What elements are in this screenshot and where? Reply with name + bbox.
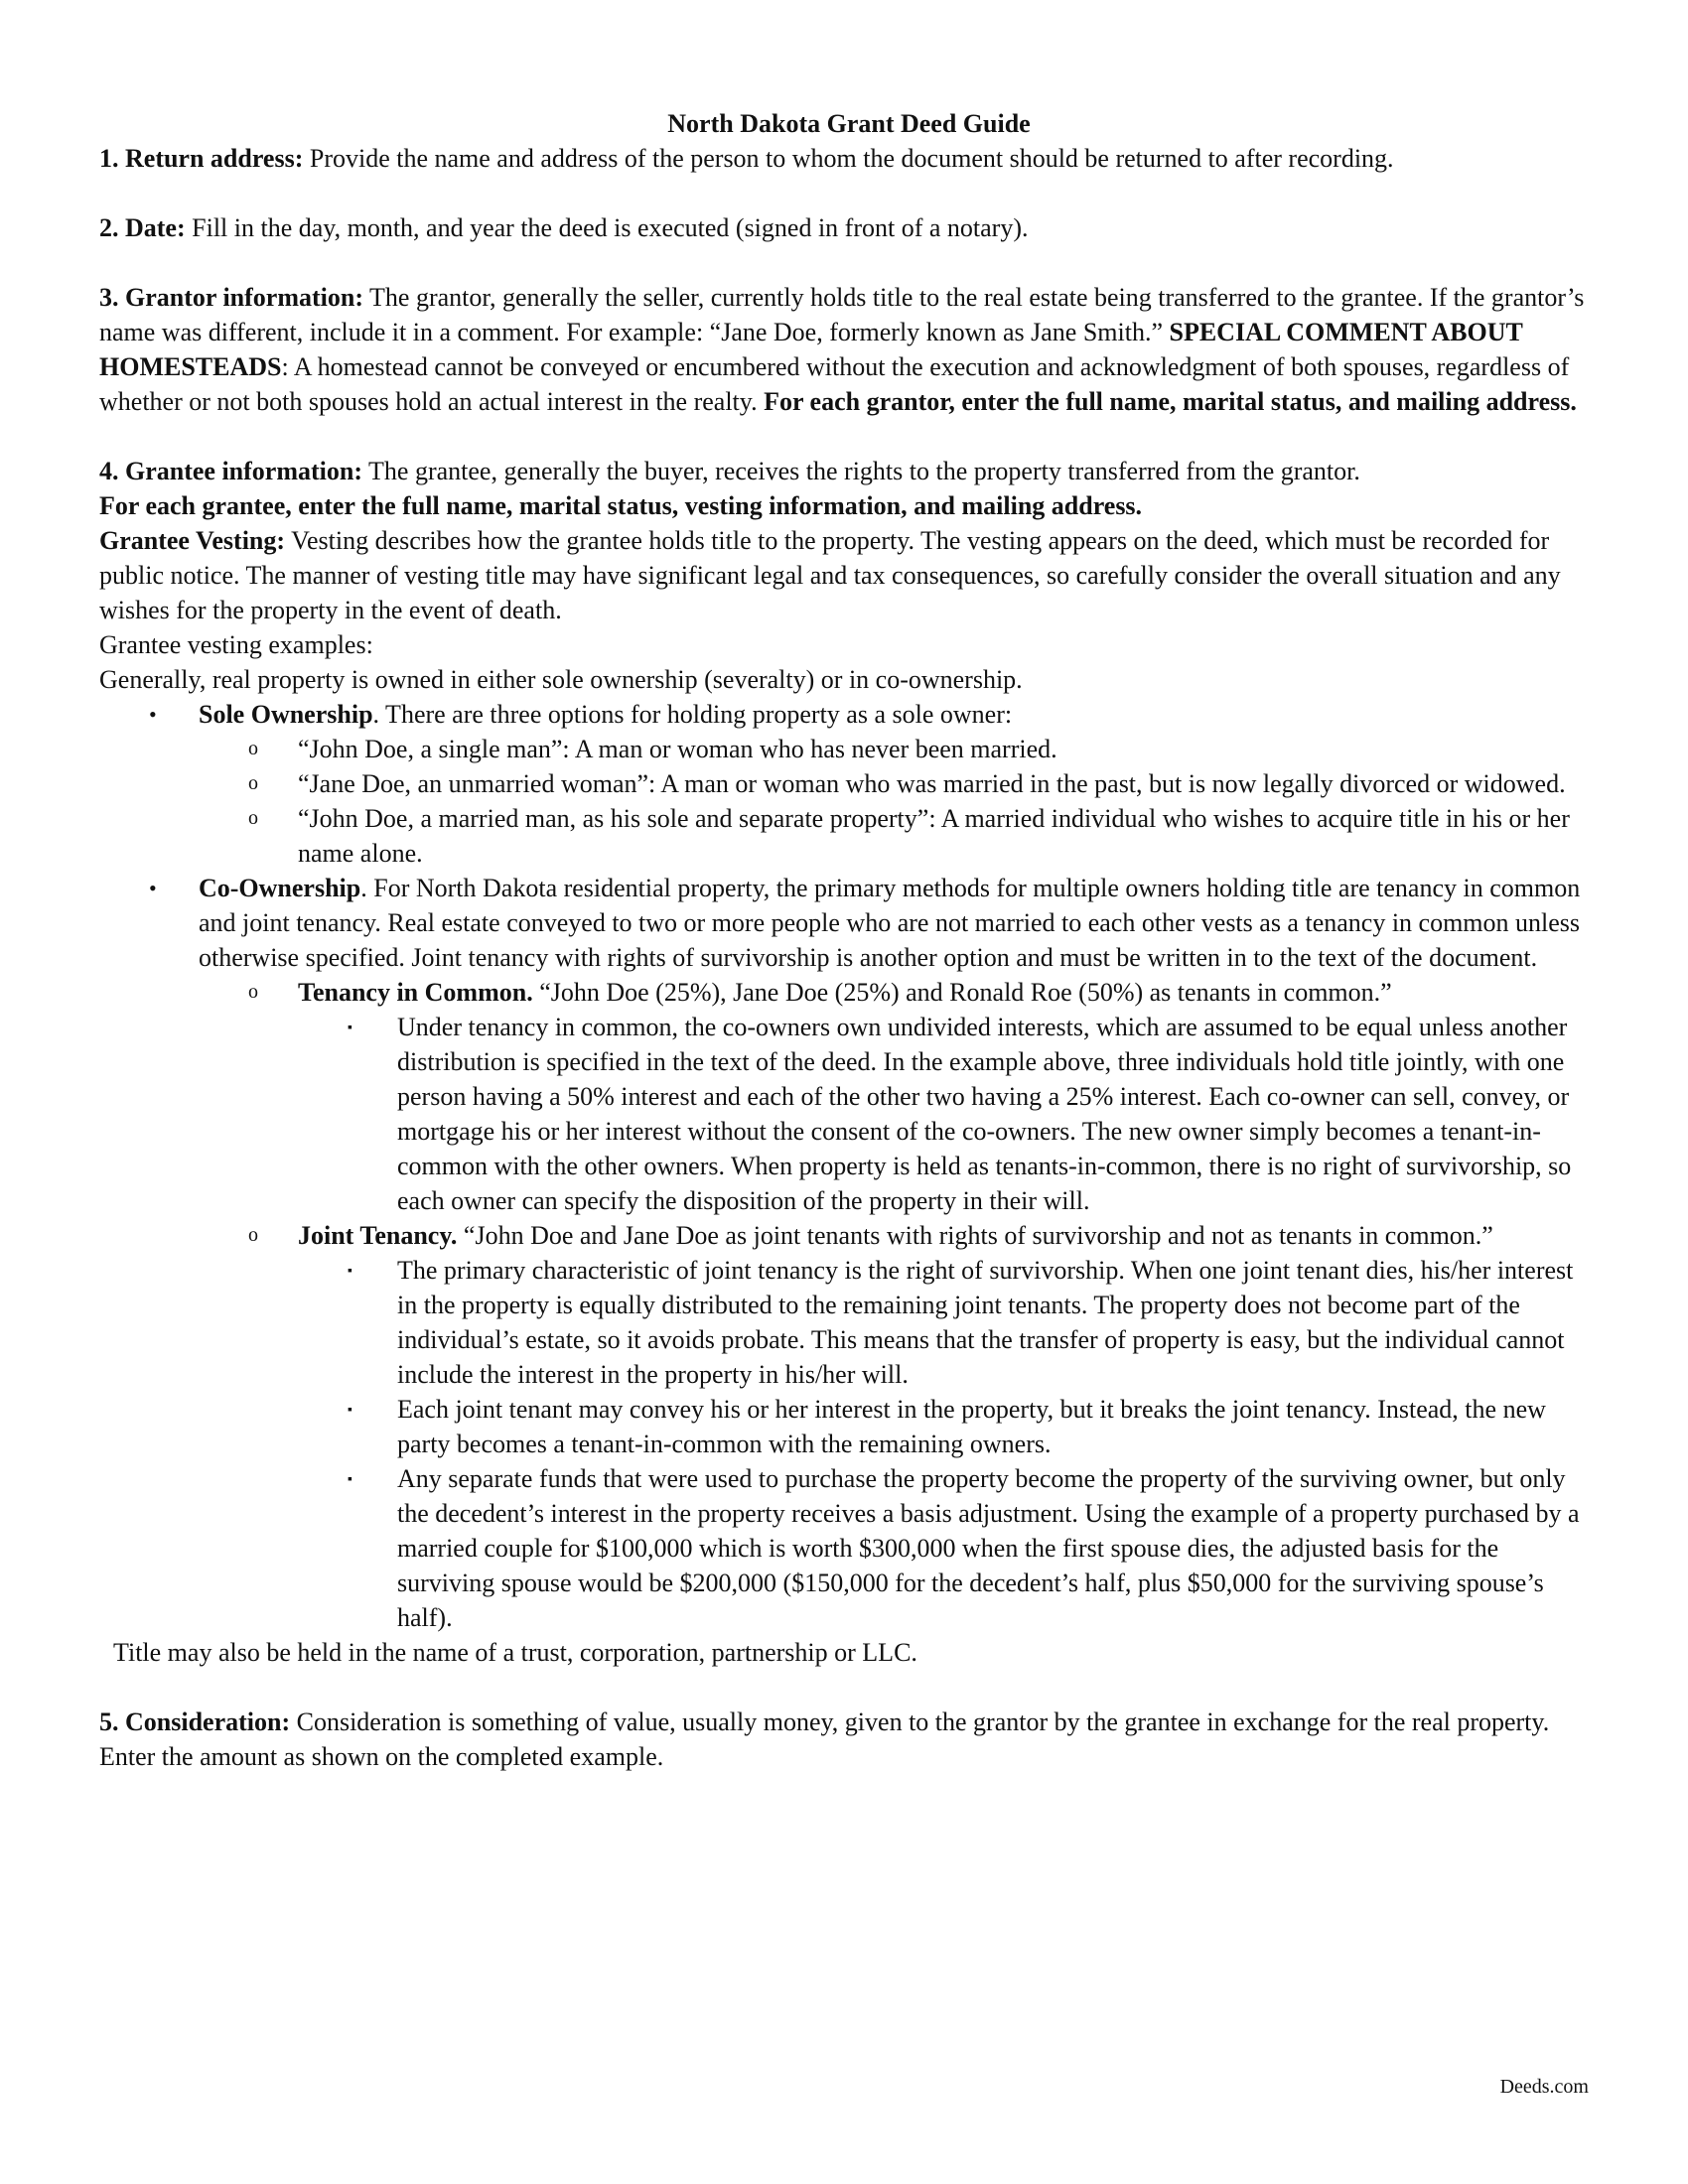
- grantee-vesting: [99, 523, 1599, 627]
- list-item-joint-tenancy: [99, 1218, 1599, 1253]
- sub-bullet-marker: o: [248, 807, 258, 829]
- list-item: ▪ Each joint tenant may convey his or her interest in the property, but it breaks the joint tenancy. Instead, the new party becomes a tenant-in-common with the remaining owners.: [348, 1395, 1546, 1458]
- section-consideration: [99, 1705, 1599, 1774]
- vesting-examples-heading: Grantee vesting examples:: [99, 630, 373, 659]
- grantor-instruction: For each grantor, enter the full name, marital status, and mailing address.: [764, 387, 1577, 416]
- section-return-address: [99, 141, 1599, 176]
- homestead-comment-label: SPECIAL COMMENT ABOUT HOMESTEADS: [99, 318, 1523, 381]
- section-text: The grantor, generally the seller, currently holds title to the real estate being transferred to the grantee. If the grantor’s name was different, include it in a comment. For example: “Jane Doe, formerly known as Jane Smith.”: [99, 283, 1585, 346]
- section-grantor-information: [99, 280, 1599, 419]
- trust-note: Title may also be held in the name of a trust, corporation, partnership or LLC.: [113, 1638, 917, 1667]
- list-item: ▪ Under tenancy in common, the co-owners own undivided interests, which are assumed to be equal unless another distribution is specified in the text of the deed. In the example above, three individuals hold title jointly, with one person having a 50% interest and each of the other two having a 25% interest. Each co-owner can sell, convey, or mortgage his or her interest without the consent of the co-owners. The new owner simply becomes a tenant-in- common with the other owners. When property is held as tenants-in-common, there is no right of survivorship, so each owner can specify the disposition of the property in their will.: [348, 1013, 1572, 1215]
- co-ownership-label: Co-Ownership: [199, 874, 361, 902]
- joint-tenancy-text: “John Doe and Jane Doe as joint tenants with rights of survivorship and not as tenants in common.”: [457, 1221, 1493, 1250]
- grantee-instruction: For each grantee, enter the full name, marital status, vesting information, and mailing address.: [99, 491, 1143, 520]
- document-page: [99, 106, 1599, 1774]
- tenancy-in-common-label: Tenancy in Common.: [298, 978, 533, 1007]
- section-text: Fill in the day, month, and year the deed is executed (signed in front of a notary).: [185, 213, 1029, 242]
- bullet-marker: •: [149, 876, 157, 900]
- tenancy-in-common-text: “John Doe (25%), Jane Doe (25%) and Ronald Roe (50%) as tenants in common.”: [532, 978, 1392, 1007]
- list-item: o “John Doe, a single man”: A man or woman who has never been married.: [99, 732, 1599, 766]
- ownership-intro: Generally, real property is owned in either sole ownership (severalty) or in co-ownership.: [99, 665, 1023, 694]
- sub-bullet-marker: o: [248, 772, 258, 794]
- homestead-comment-text: : A homestead cannot be conveyed or encumbered without the execution and acknowledgment of both spouses, regardless of whether or not both spouses hold an actual interest in the realty.: [99, 352, 1570, 416]
- sub-bullet-marker: o: [248, 1224, 258, 1246]
- section-label: 3. Grantor information:: [99, 283, 363, 312]
- square-bullet-marker: ▪: [348, 1472, 352, 1487]
- list-item: ▪ The primary characteristic of joint tenancy is the right of survivorship. When one joint tenant dies, his/her interest in the property is equally distributed to the remaining joint tenants. The property does not become part of the individual’s estate, so it avoids probate. This means that the transfer of property is easy, but the individual cannot include the interest in the property in his/her will.: [348, 1256, 1574, 1389]
- list-item: o “Jane Doe, an unmarried woman”: A man or woman who was married in the past, but is now legally divorced or widowed.: [99, 766, 1599, 801]
- square-bullet-marker: ▪: [348, 1264, 352, 1279]
- square-bullet-marker: ▪: [348, 1403, 352, 1418]
- list-item-co-ownership: [99, 871, 1599, 975]
- section-grantee-information: [99, 454, 1599, 488]
- list-item: o “John Doe, a married man, as his sole and separate property”: A married individual who wishes to acquire title in his or her name alone.: [99, 801, 1599, 871]
- list-item-sole-ownership: [99, 697, 1599, 732]
- sub-bullet-marker: o: [248, 981, 258, 1003]
- section-label: 5. Consideration:: [99, 1707, 291, 1736]
- footer-brand: Deeds.com: [1499, 2076, 1589, 2098]
- bullet-marker: •: [149, 702, 157, 727]
- co-ownership-text: . For North Dakota residential property, the primary methods for multiple owners holding title are tenancy in common and joint tenancy. Real estate conveyed to two or more people who are not married to each other vests as a tenancy in common unless otherwise specified. Joint tenancy with rights of survivorship is another option and must be written in to the text of the document.: [199, 874, 1581, 972]
- section-label: 4. Grantee information:: [99, 457, 363, 485]
- sole-ownership-label: Sole Ownership: [199, 700, 373, 729]
- sole-ownership-text: . There are three options for holding property as a sole owner:: [372, 700, 1013, 729]
- vesting-label: Grantee Vesting:: [99, 526, 286, 555]
- list-item: ▪ Any separate funds that were used to purchase the property become the property of the surviving owner, but only the decedent’s interest in the property receives a basis adjustment. Using the example of a property purchased by a married couple for $100,000 which is worth $300,000 when the first spouse dies, the adjusted basis for the surviving spouse would be $200,000 ($150,000 for the decedent’s half, plus $50,000 for the surviving spouse’s half).: [348, 1464, 1580, 1632]
- section-text: Provide the name and address of the person to whom the document should be returned to after recording.: [303, 144, 1394, 173]
- section-text: Consideration is something of value, usually money, given to the grantor by the grantee in exchange for the real property. Enter the amount as shown on the completed example.: [99, 1707, 1550, 1771]
- list-item-tenancy-in-common: [99, 975, 1599, 1010]
- sub-bullet-marker: o: [248, 738, 258, 759]
- section-date: [99, 210, 1599, 245]
- document-title: North Dakota Grant Deed Guide: [667, 109, 1031, 138]
- section-label: 2. Date:: [99, 213, 186, 242]
- vesting-text: Vesting describes how the grantee holds title to the property. The vesting appears on the deed, which must be recorded for public notice. The manner of vesting title may have significant legal and tax consequences, so carefully consider the overall situation and any wishes for the property in the event of death.: [99, 526, 1561, 624]
- square-bullet-marker: ▪: [348, 1021, 352, 1035]
- ownership-list: [99, 697, 1599, 1635]
- joint-tenancy-label: Joint Tenancy.: [298, 1221, 458, 1250]
- section-label: 1. Return address:: [99, 144, 304, 173]
- section-text: The grantee, generally the buyer, receives the rights to the property transferred from the grantor.: [362, 457, 1360, 485]
